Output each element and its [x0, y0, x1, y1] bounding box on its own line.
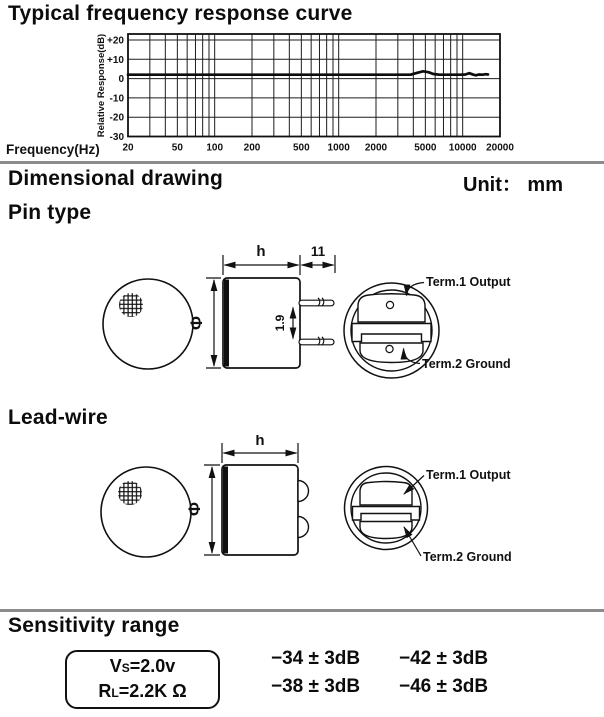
y-tick-label: +10 [107, 54, 124, 66]
plot-frame [128, 34, 500, 137]
x-tick-label: 500 [293, 142, 310, 154]
dim-diameter-label: Φ [187, 316, 206, 330]
x-tick-label: 10000 [448, 142, 477, 154]
x-tick-label: 50 [171, 142, 183, 154]
sensitivity-value: −46 ± 3dB [399, 676, 489, 697]
x-tick-label: 20000 [486, 142, 514, 154]
page-title: Typical frequency response curve [8, 2, 353, 25]
lead-wire-heading: Lead-wire [8, 406, 108, 429]
dimension-h [222, 435, 298, 463]
pin-terminal-2 [299, 339, 334, 345]
dimension-diameter [185, 465, 220, 555]
x-tick-label: 1000 [327, 142, 350, 154]
pin-terminal-1 [299, 300, 334, 306]
mesh-grille [119, 293, 143, 317]
test-condition-box [65, 650, 220, 709]
y-tick-label: -30 [109, 132, 124, 143]
dim-diameter-label: Φ [185, 502, 204, 516]
x-tick-label: 20 [122, 142, 134, 154]
sensitivity-value: −42 ± 3dB [399, 648, 489, 669]
supply-voltage-condition: VS=2.0v [109, 656, 176, 676]
load-resistance-condition: RL=2.2K Ω [98, 681, 187, 701]
x-axis-title: Frequency(Hz) [6, 142, 100, 157]
terminal-pad-ground [360, 522, 412, 539]
dimension-h [223, 243, 300, 275]
x-tick-label: 200 [243, 142, 261, 154]
lead-front-view [101, 467, 191, 557]
frequency-response-chart [0, 26, 604, 166]
dim-1-9-label: 1.9 [273, 314, 287, 332]
pin-type-heading: Pin type [8, 201, 92, 224]
section-divider [0, 609, 604, 612]
mesh-grille [118, 481, 142, 505]
section-divider [0, 161, 604, 164]
sensitivity-heading: Sensitivity range [8, 614, 180, 637]
dimension-pin-length [302, 244, 336, 273]
response-curve [128, 71, 488, 75]
sensitivity-value: −38 ± 3dB [271, 676, 361, 697]
x-tick-label: 2000 [364, 142, 388, 154]
term1-label: Term.1 Output [426, 275, 511, 289]
pin-type-diagram [0, 235, 604, 410]
x-tick-label: 100 [206, 142, 224, 154]
term1-label: Term.1 Output [426, 468, 511, 482]
dim-11-label: 11 [310, 244, 326, 259]
term2-label: Term.2 Ground [422, 357, 511, 371]
dim-h-label: h [256, 243, 266, 260]
pin-front-view [103, 279, 193, 369]
sensitivity-value: −34 ± 3dB [271, 648, 361, 669]
dimension-diameter [187, 278, 221, 368]
unit-label: Unit： mm [463, 174, 563, 196]
y-tick-label: 0 [118, 74, 124, 86]
x-tick-label: 5000 [414, 142, 437, 154]
lead-side-view [222, 465, 309, 555]
dimensional-drawing-heading: Dimensional drawing [8, 167, 223, 190]
y-tick-label: -10 [109, 93, 124, 105]
term2-label: Term.2 Ground [423, 550, 512, 564]
y-tick-label: -20 [109, 112, 124, 124]
sensitivity-values [271, 645, 488, 700]
solder-pad-1 [298, 481, 309, 502]
y-tick-label: +20 [107, 35, 124, 47]
lead-back-view [345, 467, 428, 550]
dim-h-label: h [255, 435, 265, 449]
solder-pad-2 [298, 517, 309, 538]
y-axis-title: Relative Response(dB) [96, 33, 107, 138]
lead-wire-diagram [0, 435, 604, 595]
